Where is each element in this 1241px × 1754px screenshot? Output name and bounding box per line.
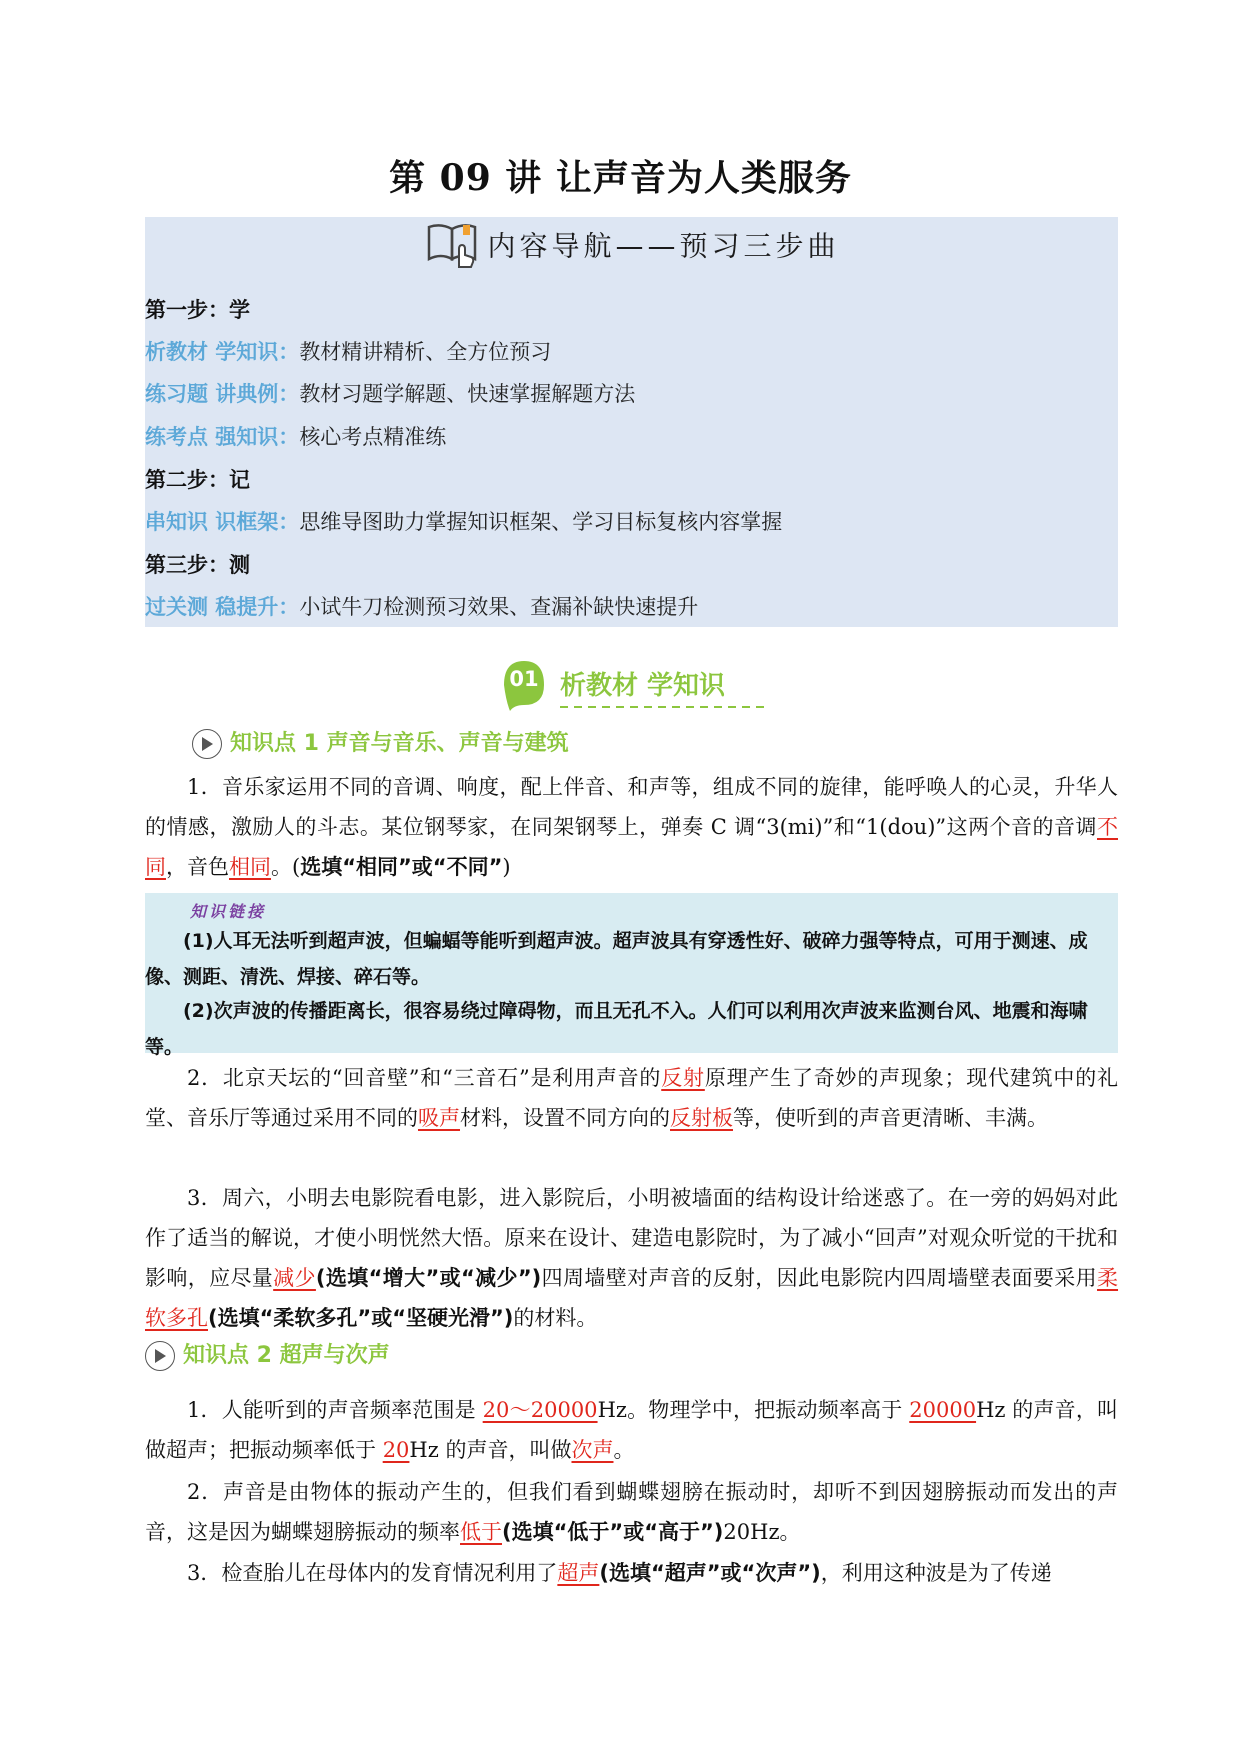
knowledge-point-2-title: 知识点 2 超声与次声 bbox=[145, 1338, 390, 1371]
answer-text: 柔软多孔 bbox=[145, 1266, 1119, 1330]
knowledge-link-box bbox=[145, 893, 1118, 1058]
kp2-paragraph-1: 1．人能听到的声音频率范围是 20～20000Hz。物理学中，把振动频率高于 20000Hz 的声音，叫做超声；把振动频率低于 20Hz 的声音，叫做次声。 bbox=[145, 1398, 1118, 1462]
nav-step-1: 第一步：学 bbox=[145, 298, 250, 322]
answer-text: 超声 bbox=[557, 1561, 600, 1585]
section-number: 01 bbox=[509, 667, 539, 691]
knowledge-point-1-title: 知识点 1 声音与音乐、声音与建筑 bbox=[192, 726, 569, 759]
kp1-paragraph-3: 3．周六，小明去电影院看电影，进入影院后，小明被墙面的结构设计给迷惑了。在一旁的妈妈对此作了适当的解说，才使小明恍然大悟。原来在设计、建造电影院时，为了减小“回声”对观众听觉的干扰和影响，应尽量减少(选填“增大”或“减少”)四周墙壁对声音的反射，因此电影院内四周墙壁表面要采用柔软多孔(选填“柔软多孔”或“坚硬光滑”)的材料。 bbox=[145, 1186, 1119, 1330]
kp1-paragraph-1: 1．音乐家运用不同的音调、响度，配上伴音、和声等，组成不同的旋律，能呼唤人的心灵，升华人的情感，激励人的斗志。某位钢琴家，在同架钢琴上，弹奏 C 调“3(mi)”和“1(dou)”这两个音的音调不同，音色相同。(选填“相同”或“不同”) bbox=[145, 775, 1118, 879]
nav-step-3: 第三步：测 bbox=[145, 553, 250, 577]
nav-row-5: 过关测 稳提升：小试牛刀检测预习效果、查漏补缺快速提升 bbox=[145, 595, 699, 619]
answer-text: 相同 bbox=[229, 855, 271, 879]
page-title: 第 09 讲 让声音为人类服务 bbox=[389, 157, 852, 199]
answer-text: 低于 bbox=[460, 1520, 502, 1544]
answer-text: 20000 bbox=[909, 1398, 977, 1422]
nav-row-4: 串知识 识框架：思维导图助力掌握知识框架、学习目标复核内容掌握 bbox=[145, 510, 783, 534]
answer-text: 次声 bbox=[571, 1438, 614, 1462]
knowledge-link-1: (1)人耳无法听到超声波，但蝙蝠等能听到超声波。超声波具有穿透性好、破碎力强等特点，可用于测速、成像、测距、清洗、焊接、碎石等。 bbox=[145, 930, 1088, 988]
answer-text: 不同 bbox=[145, 815, 1118, 879]
book-pointer-icon bbox=[423, 219, 483, 276]
nav-row-2: 练习题 讲典例：教材习题学解题、快速掌握解题方法 bbox=[145, 382, 636, 406]
section-banner bbox=[500, 655, 780, 715]
kp2-paragraph-3: 3．检查胎儿在母体内的发育情况利用了超声(选填“超声”或“次声”)，利用这种波是为了传递 bbox=[187, 1561, 1052, 1585]
kp1-paragraph-2: 2．北京天坛的“回音壁”和“三音石”是利用声音的反射原理产生了奇妙的声现象；现代建筑中的礼堂、音乐厅等通过采用不同的吸声材料，设置不同方向的反射板等，使听到的声音更清晰、丰满。 bbox=[145, 1066, 1119, 1130]
answer-text: 反射 bbox=[661, 1066, 705, 1090]
nav-row-3: 练考点 强知识：核心考点精准练 bbox=[145, 425, 447, 449]
circle-arrow-icon bbox=[145, 1341, 175, 1371]
circle-arrow-icon bbox=[192, 729, 222, 759]
nav-step-2: 第二步：记 bbox=[145, 468, 250, 492]
answer-text: 吸声 bbox=[418, 1106, 460, 1130]
section-label: 析教材 学知识 bbox=[560, 671, 726, 701]
nav-row-1: 析教材 学知识：教材精讲精析、全方位预习 bbox=[145, 340, 552, 364]
knowledge-link-title: 知识链接 bbox=[190, 902, 267, 921]
answer-text: 20 bbox=[382, 1438, 410, 1462]
content-navigation-box bbox=[145, 217, 1118, 627]
knowledge-link-2: (2)次声波的传播距离长，很容易绕过障碍物，而且无孔不入。人们可以利用次声波来监测台风、地震和海啸等。 bbox=[145, 1000, 1088, 1058]
answer-text: 反射板 bbox=[670, 1106, 733, 1130]
nav-header-text: 内容导航——预习三步曲 bbox=[487, 229, 840, 263]
nav-header bbox=[145, 219, 1118, 276]
answer-text: 20～20000 bbox=[482, 1398, 598, 1422]
kp2-paragraph-2: 2．声音是由物体的振动产生的，但我们看到蝴蝶翅膀在振动时，却听不到因翅膀振动而发出的声音，这是因为蝴蝶翅膀振动的频率低于(选填“低于”或“高于”)20Hz。 bbox=[145, 1480, 1118, 1544]
answer-text: 减少 bbox=[273, 1266, 316, 1290]
